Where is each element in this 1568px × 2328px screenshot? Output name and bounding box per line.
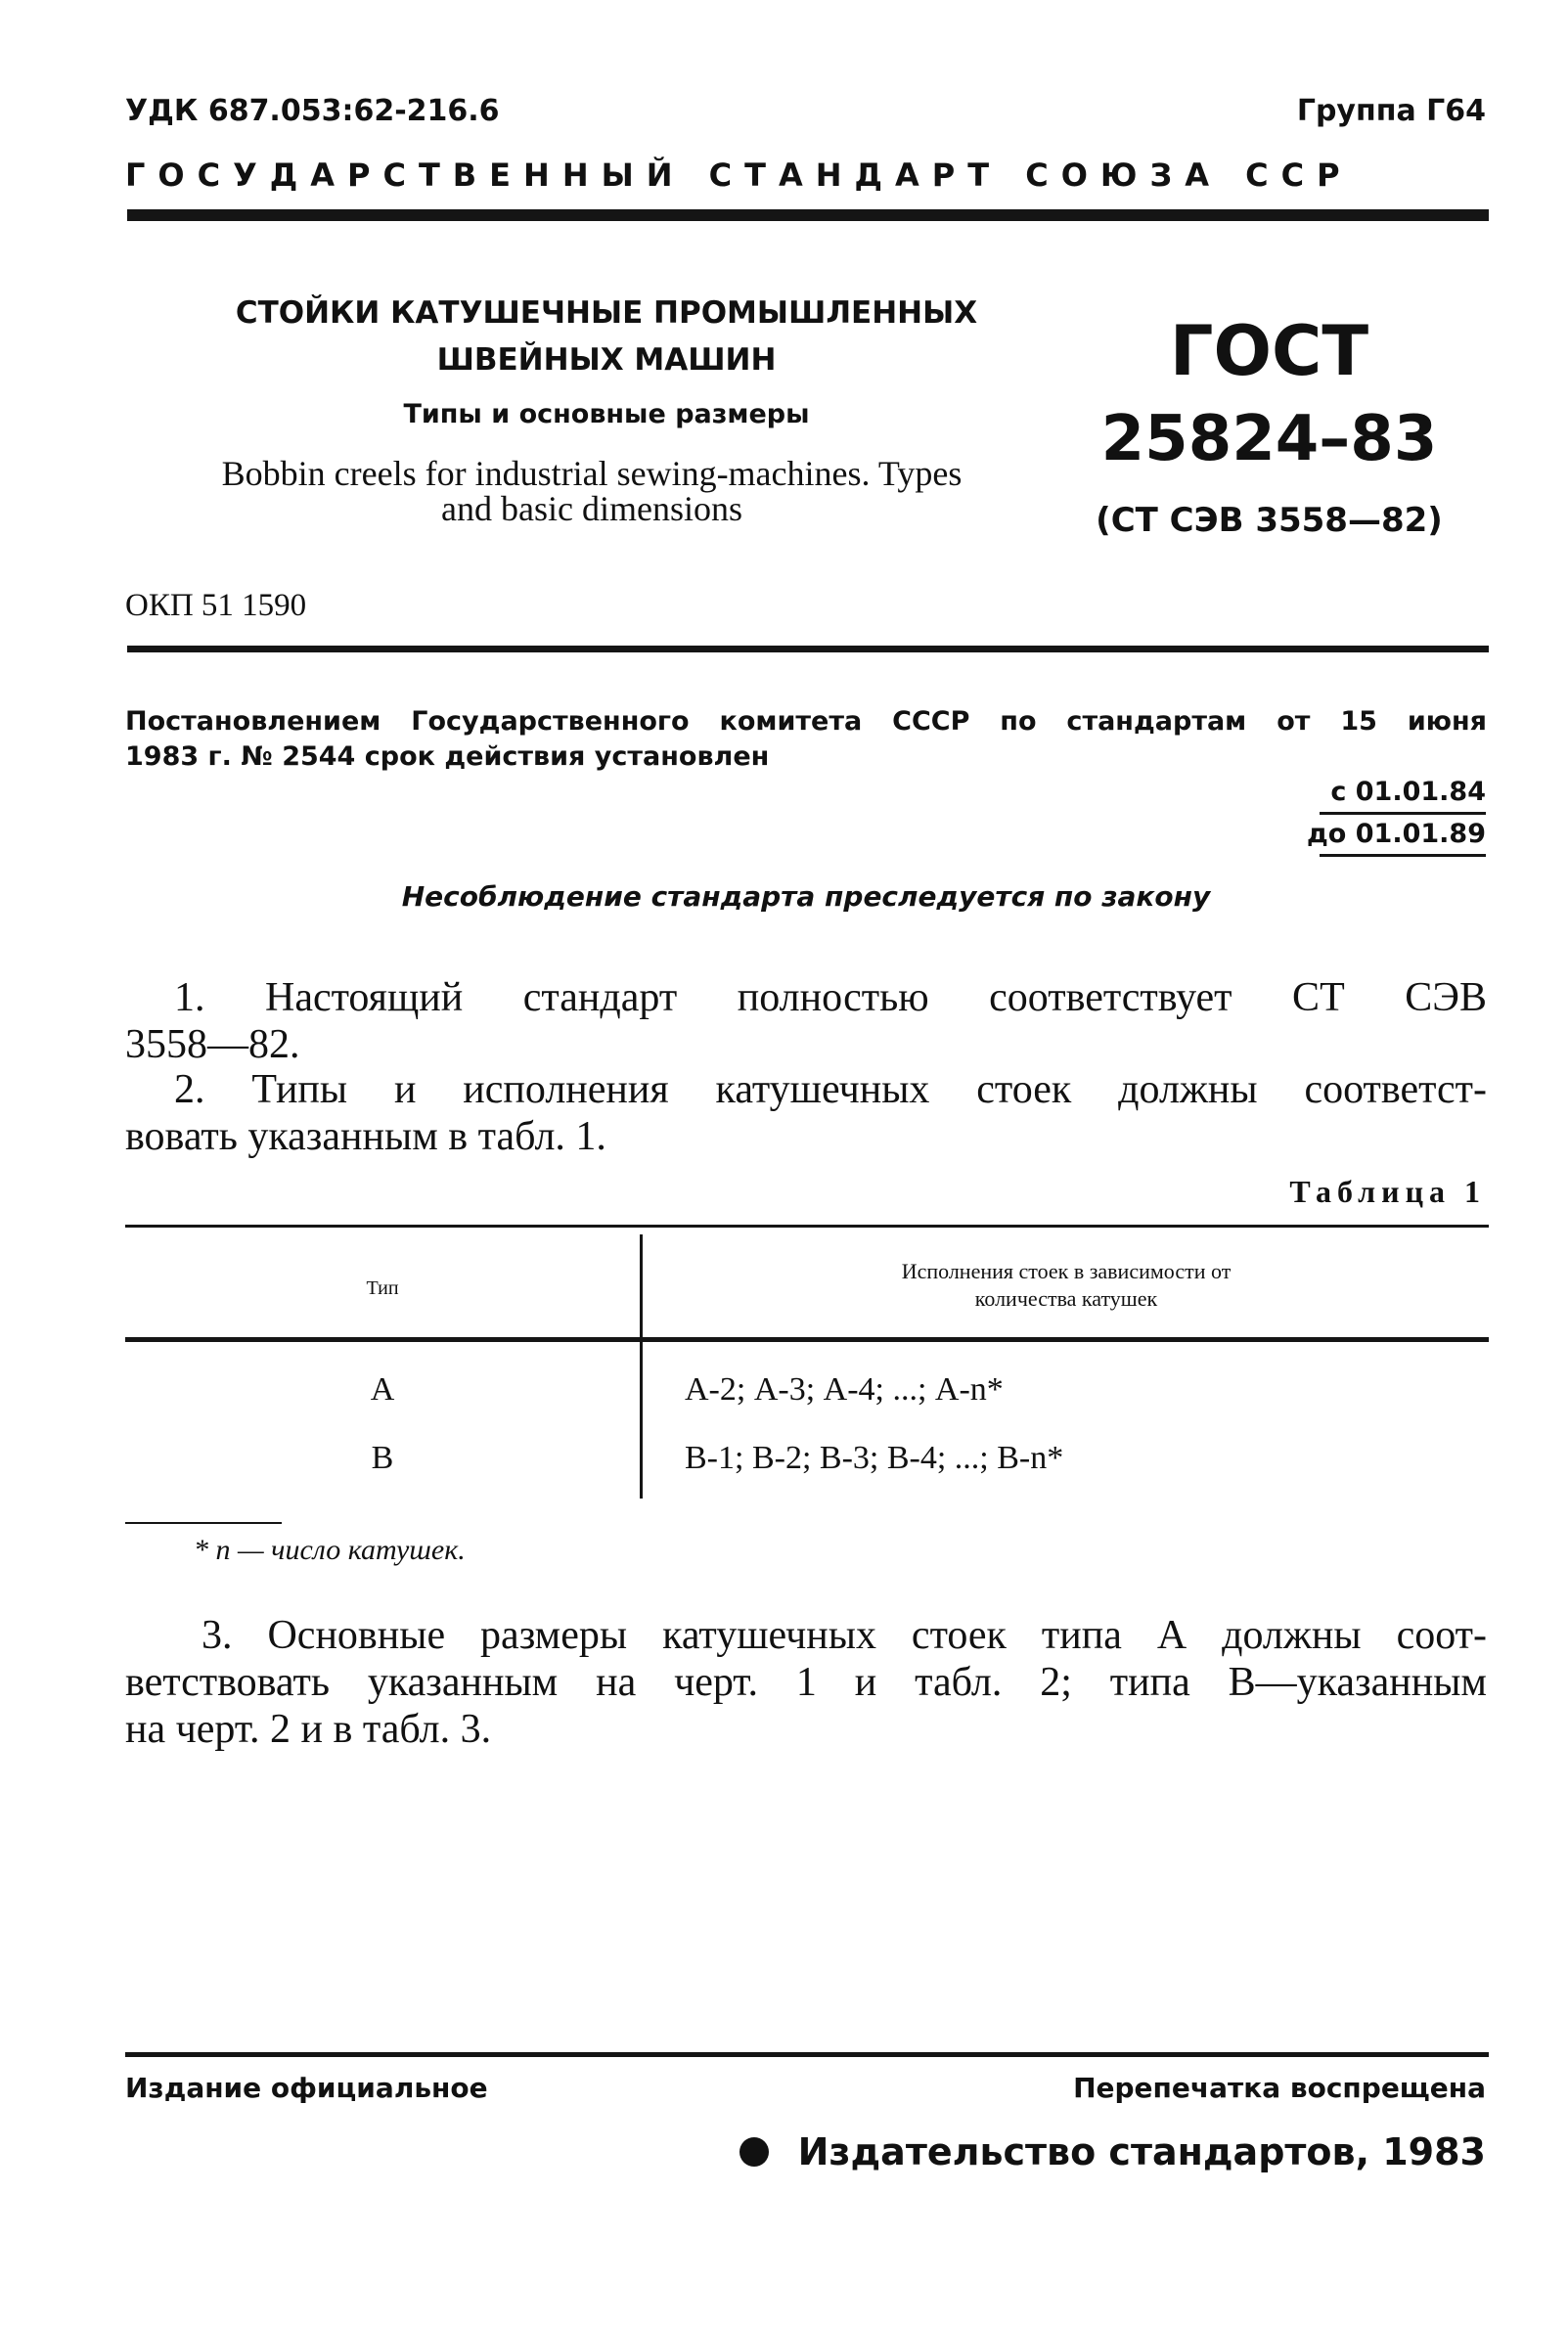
title-russian-line-2: ШВЕЙНЫХ МАШИН <box>436 342 777 378</box>
table-header-rule <box>125 1337 1489 1342</box>
table-header-executions-line-1: Исполнения стоек в зависимости от <box>901 1259 1232 1283</box>
table-header-type: Тип <box>366 1277 399 1299</box>
date-from: с 01.01.84 <box>1330 777 1486 807</box>
title-english <box>147 456 1037 526</box>
footnote-rule <box>125 1522 282 1524</box>
paragraph-3-line-1: 3. Основные размеры катушечных стоек типа А должны соот- <box>202 1613 1487 1658</box>
table-row-executions: А-2; А-3; А-4; ...; А-n* <box>685 1371 1004 1408</box>
table-caption: Таблица 1 <box>1289 1174 1486 1209</box>
title-english-line-1: Bobbin creels for industrial sewing-machines. Types <box>221 454 963 493</box>
paragraph-2-line-1: 2. Типы и исполнения катушечных стоек должны соответст- <box>174 1067 1487 1112</box>
date-to: до 01.01.89 <box>1307 819 1486 849</box>
okp-code: ОКП 51 1590 <box>125 588 307 623</box>
table-row-type: А <box>370 1371 395 1408</box>
title-russian-line-1: СТОЙКИ КАТУШЕЧНЫЕ ПРОМЫШЛЕННЫХ <box>235 295 978 331</box>
table-column-divider <box>640 1234 643 1499</box>
gost-equivalent: (СТ СЭВ 3558—82) <box>1096 501 1443 540</box>
legal-warning: Несоблюдение стандарта преследуется по закону <box>401 880 1211 913</box>
decree-line-2: 1983 г. № 2544 срок действия установлен <box>125 741 770 772</box>
table-top-rule <box>125 1225 1489 1228</box>
publisher-text: Издательство стандартов, 1983 <box>797 2130 1486 2173</box>
publisher <box>739 2130 1486 2173</box>
state-standard-heading: ГОСУДАРСТВЕННЫЙ СТАНДАРТ СОЮЗА ССР <box>125 157 1353 194</box>
paragraph-3-line-3: на черт. 2 и в табл. 3. <box>125 1707 492 1752</box>
footer-divider <box>125 2052 1489 2057</box>
reprint-note: Перепечатка воспрещена <box>1073 2072 1486 2104</box>
decree-line-1: Постановлением Государственного комитета СССР по стандартам от 15 июня <box>125 706 1487 737</box>
table-row-type: В <box>371 1440 394 1476</box>
gost-label: ГОСТ <box>1169 311 1369 391</box>
header-divider <box>127 209 1489 221</box>
paragraph-1-line-1: 1. Настоящий стандарт полностью соответствует СТ СЭВ <box>174 975 1487 1020</box>
title-divider <box>127 646 1489 652</box>
title-russian <box>220 290 993 383</box>
table-header-executions <box>644 1258 1489 1313</box>
date-underline <box>1320 854 1486 857</box>
edition-note: Издание официальное <box>125 2072 488 2104</box>
paragraph-2-line-2: вовать указанным в табл. 1. <box>125 1114 606 1159</box>
paragraph-1-line-2: 3558—82. <box>125 1022 300 1067</box>
paragraph-3-line-2: ветствовать указанным на черт. 1 и табл. 2; типа В—указанным <box>125 1660 1487 1705</box>
table-row-executions: В-1; В-2; В-3; В-4; ...; В-n* <box>685 1440 1064 1476</box>
table-header-executions-line-2: количества катушек <box>974 1286 1158 1311</box>
validity-dates <box>1290 773 1486 857</box>
udk-code: УДК 687.053:62-216.6 <box>125 94 500 128</box>
bullet-icon <box>739 2137 769 2167</box>
table-footnote: * n — число катушек. <box>194 1534 466 1566</box>
subtitle-russian: Типы и основные размеры <box>403 399 810 429</box>
group-code: Группа Г64 <box>1296 94 1486 128</box>
title-english-line-2: and basic dimensions <box>441 489 742 528</box>
gost-number: 25824–83 <box>1100 403 1438 475</box>
